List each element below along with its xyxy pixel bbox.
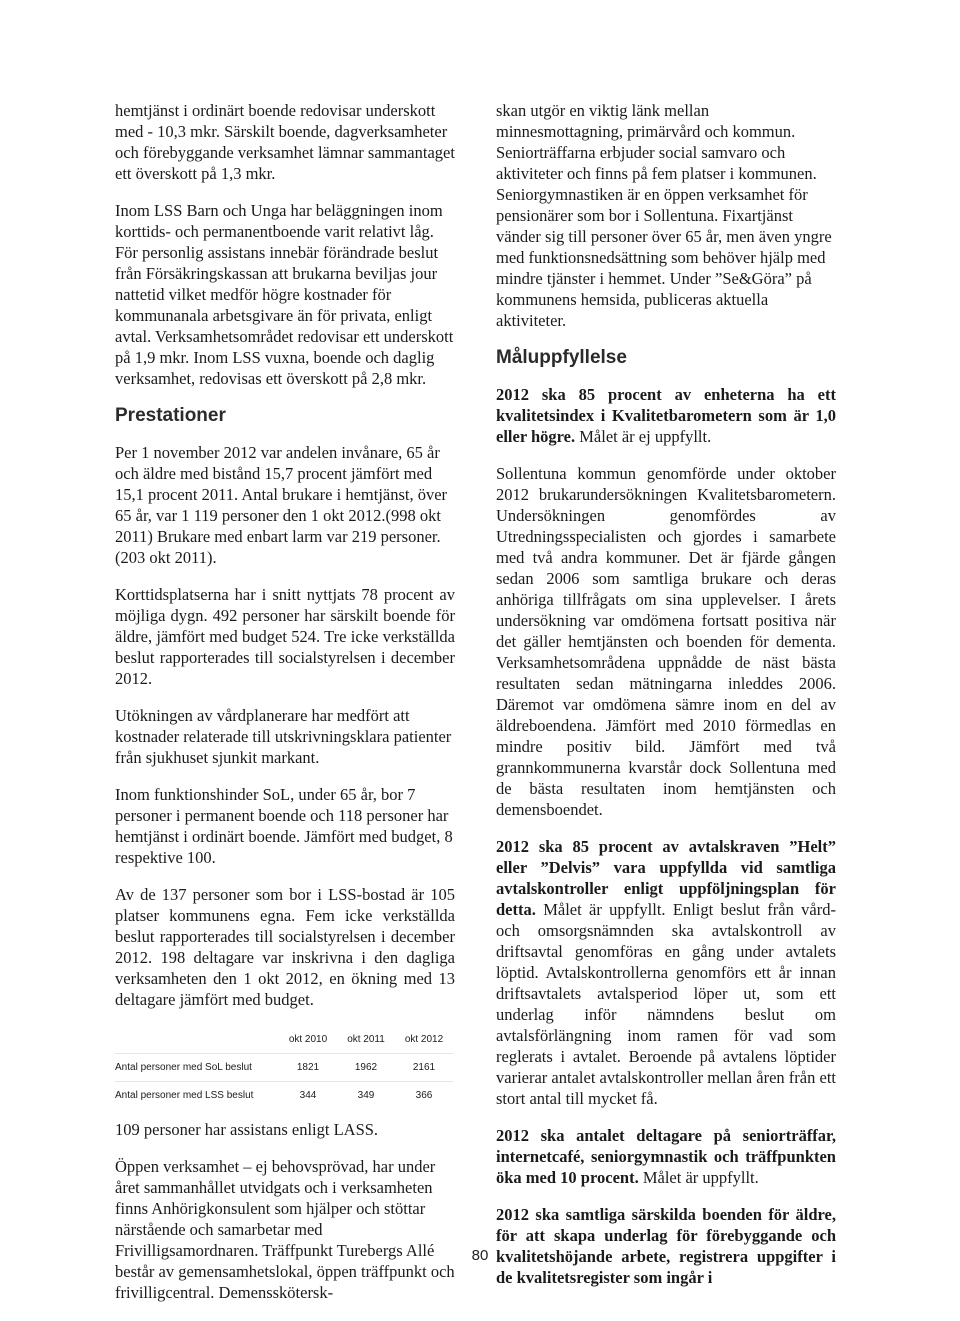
- paragraph-lss-bostad: Av de 137 personer som bor i LSS-bostad är 105 platser kommunens egna. Fem icke verkställda beslut rapporterades till socialstyrelsen i december 2012. 198 deltagare var inskrivna i den dagliga verksamheten den 1 okt 2012, en ökning med 13 deltagare jämfört med budget.: [115, 885, 455, 1009]
- goal-kvalitetsindex-statement: 2012 ska 85 procent av enheterna ha ett kvalitetsindex i Kvalitetbarometern som är 1,0 eller högre.: [496, 385, 836, 446]
- table-header-row: [115, 1026, 453, 1054]
- page-number: 80: [471, 1247, 489, 1264]
- goal-kvalitetsindex: [496, 384, 836, 447]
- paragraph-intro: hemtjänst i ordinärt boende redovisar underskott med - 10,3 mkr. Särskilt boende, dagverksamheter och förebyggande verksamhet lämnar sammantaget ett överskott på 1,3 mkr.: [115, 101, 455, 183]
- goal-deltagare-result: Målet är uppfyllt.: [638, 1168, 759, 1187]
- paragraph-lss: Inom LSS Barn och Unga har beläggningen inom korttids- och permanentboende varit relativt låg. För personlig assistans innebär förändrade beslut från Försäkringskassan att brukarna beviljas jour nattetid vilket medför högre kostnader för kommunanala arbetsgivare än för privata, enligt avtal. Verksamhetsområdet redovisar ett underskott på 1,9 mkr. Inom LSS vuxna, boende och daglig verksamhet, redovisas ett överskott på 2,8 mkr.: [115, 201, 454, 388]
- table-cell: 2161: [395, 1054, 453, 1082]
- goal-kvalitetsregister: 2012 ska samtliga särskilda boenden för äldre, för att skapa underlag för förebyggande och kvalitetshöjande arbete, registrera uppgifter i de kvalitetsregister som ingår i: [496, 1205, 836, 1287]
- paragraph-minnesmottagning: skan utgör en viktig länk mellan minnesmottagning, primärvård och kommun. Seniorträffarna erbjuder social samvaro och aktiviteter och finns på fem platser i kommunen. Seniorgymnastiken är en öppen verksamhet för pensionärer som bor i Sollentuna. Fixartjänst vänder sig till personer över 65 år, men även yngre med funktionsnedsättning som behöver hjälp med mindre tjänster i hemmet. Under ”Se&Göra” på kommunens hemsida, publiceras aktuella aktiviteter.: [496, 101, 832, 330]
- table-row: [115, 1082, 453, 1110]
- table-cell: 1962: [337, 1054, 395, 1082]
- heading-prestationer: Prestationer: [115, 405, 226, 426]
- table-header: okt 2011: [347, 1034, 385, 1045]
- paragraph-kvalitetsbarometern: Sollentuna kommun genomförde under oktober 2012 brukarundersökningen Kvalitetsbarometern. Undersökningen genomfördes av Utredningsspecialisten och gjordes i samarbete med två andra kommuner. Det är fjärde gången sedan 2006 som samtliga brukare och deras anhöriga tillfrågats om sina upplevelser. I årets undersökning var omdömena fortsatt positiva när det gäller hemtjänsten och boenden för dementa. Verksamhetsområdena uppnådde de näst bästa resultaten sedan mätningarna inleddes 2006. Däremot var omdömena sämre inom en del av äldreboendena. Jämfört med 2010 förmedlas en mindre positiv bild. Jämfört med två grannkommunerna kvarstår dock Sollentuna med de bästa resultaten inom hemtjänsten och demensboendet.: [496, 464, 836, 819]
- goal-kvalitetsindex-result: Målet är ej uppfyllt.: [575, 427, 712, 446]
- goal-deltagare: [496, 1125, 836, 1188]
- paragraph-per-november: Per 1 november 2012 var andelen invånare, 65 år och äldre med bistånd 15,7 procent jämfört med 15,1 procent 2011. Antal brukare i hemtjänst, över 65 år, var 1 119 personer den 1 okt 2012.(998 okt 2011) Brukare med enbart larm var 219 personer. (203 okt 2011).: [115, 443, 448, 567]
- paragraph-korttidsplatser: Korttidsplatserna har i snitt nyttjats 78 procent av möjliga dygn. 492 personer har särskilt boende för äldre, jämfört med budget 524. Tre icke verkställda beslut rapporterades till socialstyrelsen i december 2012.: [115, 585, 455, 688]
- table-cell: 349: [337, 1082, 395, 1110]
- goal-avtalskrav-text: Målet är uppfyllt. Enligt beslut från vård- och omsorgsnämnden ska avtalskontroll av driftsavtal genomföras en gång under avtalets löptid. Avtalskontrollerna genomförs ett år innan driftsavtalets avtalsperiod löper ut, som ett underlag inför nämndens beslut om avtalsförlängning inom ramen för vad som reglerats i avtalet. Beroende på avtalens löptider varierar antalet avtalskontroller mellan åren från ett stort antal till mycket få.: [496, 900, 836, 1108]
- table-header: okt 2012: [404, 1034, 444, 1045]
- paragraph-oppen-verksamhet: Öppen verksamhet – ej behovsprövad, har under året sammanhållet utvidgats och i verksamheten finns Anhörigkonsulent som hjälper och stöttar närstående och samarbetar med Frivilligsamordnaren. Träffpunkt Turebergs Allé består av gemensamhetslokal, öppen träffpunkt och frivilligcentral. Demensskötersk-: [115, 1157, 455, 1302]
- table-cell: 344: [279, 1082, 337, 1110]
- heading-maluppfyllelse: Måluppfyllelse: [496, 347, 627, 368]
- paragraph-lass: 109 personer har assistans enligt LASS.: [115, 1120, 379, 1139]
- table-row: [115, 1054, 453, 1082]
- goal-avtalskrav: [496, 836, 836, 1109]
- table-cell: 366: [395, 1082, 453, 1110]
- paragraph-vardplanerare: Utökningen av vårdplanerare har medfört att kostnader relaterade till utskrivningsklara patienter från sjukhuset sjunkit markant.: [115, 706, 452, 767]
- right-column: [496, 100, 836, 1304]
- goal-avtalskrav-statement: 2012 ska 85 procent av avtalskraven ”Helt” eller ”Delvis” vara uppfyllda vid samtliga avtalskontroller enligt uppföljningsplan för detta.: [496, 837, 836, 919]
- table-cell: 1821: [279, 1054, 337, 1082]
- table-header: okt 2010: [288, 1034, 328, 1045]
- statistics-table: [115, 1026, 453, 1109]
- goal-deltagare-statement: 2012 ska antalet deltagare på seniorträffar, internetcafé, seniorgymnastik och träffpunkten öka med 10 procent.: [496, 1126, 836, 1187]
- table-row-label: Antal personer med LSS beslut: [115, 1082, 279, 1110]
- paragraph-funktionshinder: Inom funktionshinder SoL, under 65 år, bor 7 personer i permanent boende och 118 personer har hemtjänst i ordinärt boende. Jämfört med budget, 8 respektive 100.: [115, 785, 453, 867]
- left-column: [115, 100, 455, 1319]
- table-row-label: Antal personer med SoL beslut: [115, 1054, 279, 1082]
